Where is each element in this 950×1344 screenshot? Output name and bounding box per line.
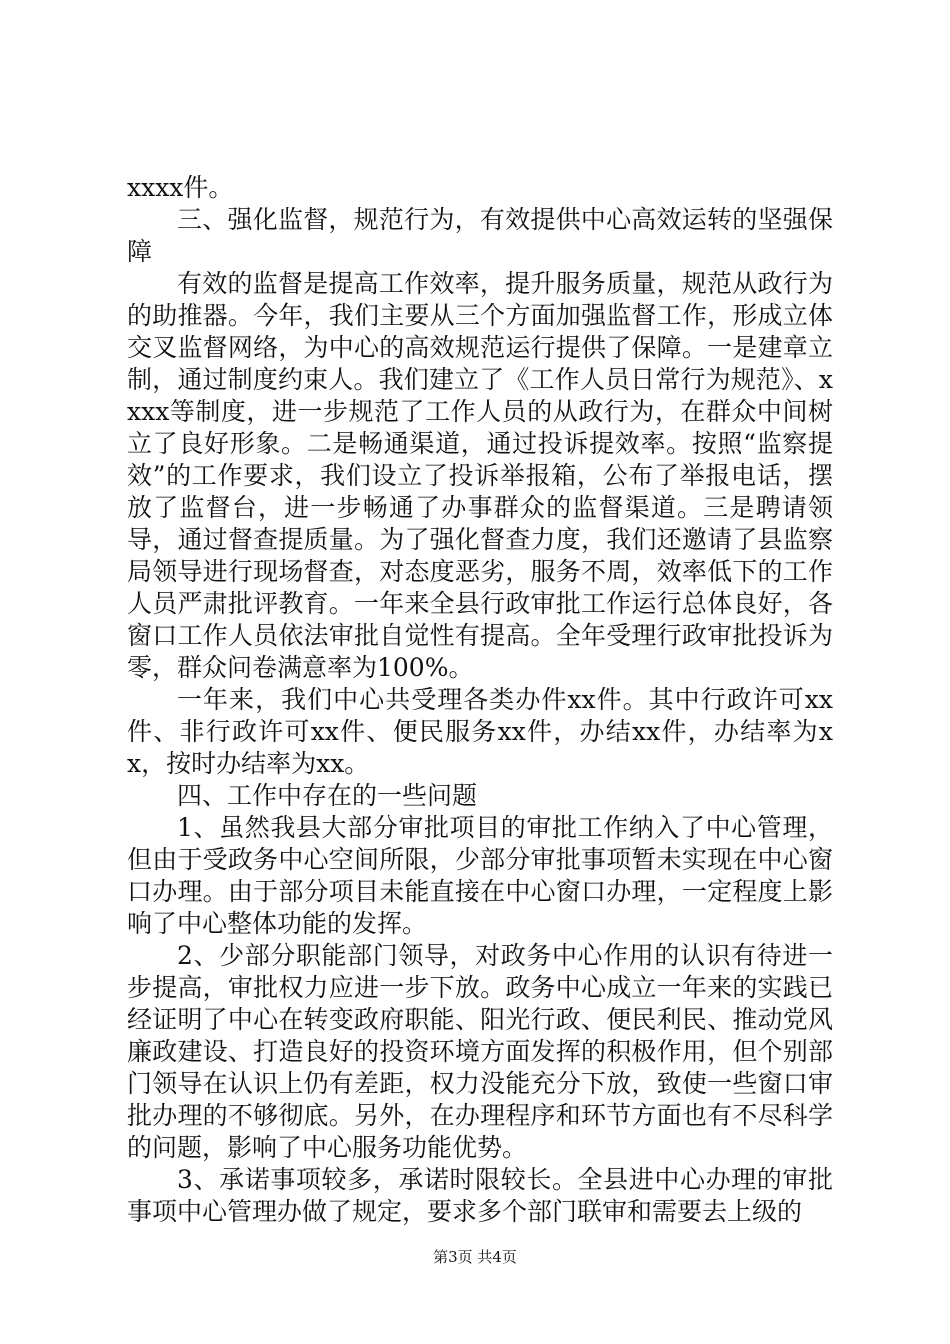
paragraph-supervision: 有效的监督是提高工作效率，提升服务质量，规范从政行为的助推器。今年，我们主要从三个方面加强监督工作，形成立体交叉监督网络，为中心的高效规范运行提供了保障。一是建章立制，通过制度约束人。我们建立了《工作人员日常行为规范》、xxxx等制度，进一步规范了工作人员的从政行为，在群众中间树立了良好形象。二是畅通渠道，通过投诉提效率。按照“监察提效”的工作要求，我们设立了投诉举报箱，公布了举报电话，摆放了监督台，进一步畅通了办事群众的监督渠道。三是聘请领导，通过督查提质量。为了强化督查力度，我们还邀请了县监察局领导进行现场督查，对态度恶劣，服务不周，效率低下的工作人员严肃批评教育。一年来全县行政审批工作运行总体良好，各窗口工作人员依法审批自觉性有提高。全年受理行政审批投诉为零，群众问卷满意率为100%。: [127, 269, 833, 682]
section-heading-3: 三、强化监督，规范行为，有效提供中心高效运转的坚强保障: [127, 205, 833, 266]
paragraph-problem-3: 3、承诺事项较多，承诺时限较长。全县进中心办理的审批事项中心管理办做了规定，要求多个部门联审和需要去上级的: [127, 1165, 833, 1226]
section-heading-4: 四、工作中存在的一些问题: [177, 781, 478, 810]
paragraph-problem-2: 2、少部分职能部门领导，对政务中心作用的认识有待进一步提高，审批权力应进一步下放。政务中心成立一年来的实践已经证明了中心在转变政府职能、阳光行政、便民利民、推动党风廉政建设、打造良好的投资环境方面发挥的积极作用，但个别部门领导在认识上仍有差距，权力没能充分下放，致使一些窗口审批办理的不够彻底。另外，在办理程序和环节方面也有不尽科学的问题，影响了中心服务功能优势。: [127, 941, 833, 1162]
paragraph-problem-1: 1、虽然我县大部分审批项目的审批工作纳入了中心管理，但由于受政务中心空间所限，少部分审批事项暂未实现在中心窗口办理。由于部分项目未能直接在中心窗口办理，一定程度上影响了中心整体功能的发挥。: [127, 813, 833, 938]
document-body: [127, 172, 833, 1228]
paragraph-annual-stats: 一年来，我们中心共受理各类办件xx件。其中行政许可xx件、非行政许可xx件、便民服务xx件，办结xx件，办结率为xx，按时办结率为xx。: [127, 685, 833, 778]
paragraph-continuation: xxxx件。: [127, 173, 234, 202]
page-footer: 第3页 共4页: [433, 1248, 517, 1266]
